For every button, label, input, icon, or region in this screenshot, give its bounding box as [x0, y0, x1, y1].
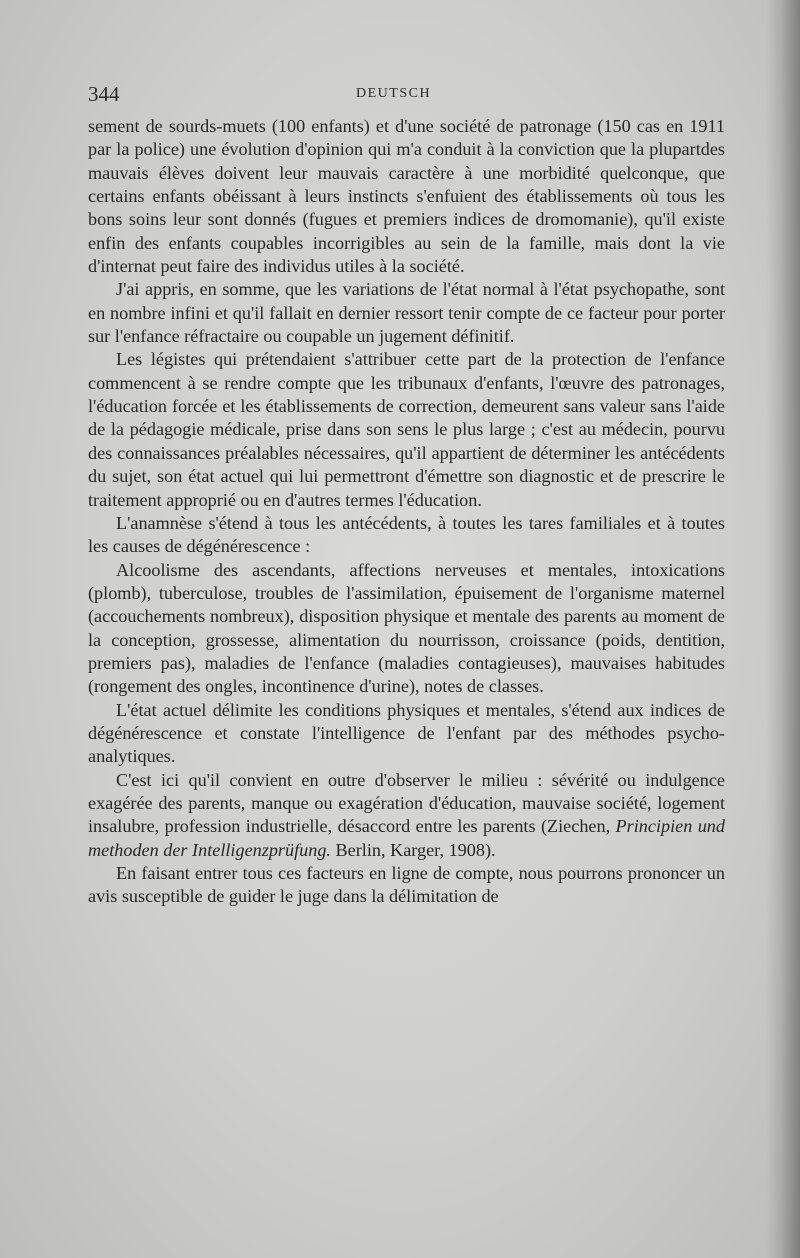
body-text: [88, 115, 725, 909]
page-edge-shadow: [766, 0, 800, 1258]
paragraph-7-text-after: Berlin, Karger, 1908).: [330, 839, 496, 860]
paragraph-3: Les légistes qui prétendaient s'attribuer cette part de la protection de l'enfance commencent à se rendre compte que les tribunaux d'enfants, l'œuvre des patronages, l'éducation forcée et les établissements de correction, demeurent sans valeur sans l'aide de la pédagogie médicale, prise dans son sens le plus large ; c'est au médecin, pourvu des connaissances préalables nécessaires, qu'il appartient de déterminer les antécédents du sujet, son état actuel qui lui permettront d'émettre son diagnostic et de prescrire le traitement approprié ou en d'autres termes l'éducation.: [88, 349, 725, 510]
paragraph-4: L'anamnèse s'étend à tous les antécédents, à toutes les tares familiales et à toutes les causes de dégénérescence :: [88, 512, 725, 557]
citation-title: Principien und methoden der Intelligenzprüfung.: [88, 816, 725, 860]
page-number: 344: [88, 82, 120, 106]
paragraph-6: L'état actuel délimite les conditions physiques et mentales, s'étend aux indices de dégénérescence et constate l'intelligence de l'enfant par des méthodes psycho-analytiques.: [88, 699, 725, 767]
paragraph-5: Alcoolisme des ascendants, affections nerveuses et mentales, intoxications (plomb), tuberculose, troubles de l'assimilation, épuisement de l'organisme maternel (accouchements nombreux), disposition physique et mentale des parents au moment de la conception, grossesse, alimentation du nourrisson, croissance (poids, dentition, premiers pas), maladies de l'enfance (maladies contagieuses), mauvaises habitudes (rongement des ongles, incontinence d'urine), notes de classes.: [88, 559, 725, 697]
paragraph-1: sement de sourds-muets (100 enfants) et d'une société de patronage (150 cas en 1911 par la police) une évolution d'opinion qui m'a conduit à la conviction que la plupartdes mauvais élèves doivent leur mauvais caractère à une morbidité quelconque, que certains enfants obéissant à leurs instincts s'enfuient des établissements où tous les bons soins leur sont donnés (fugues et premiers indices de dromomanie), qu'il existe enfin des enfants coupables incorrigibles au sein de la famille, mais dont la vie d'internat peut faire des individus utiles à la société.: [88, 116, 725, 277]
running-head: DEUTSCH: [356, 86, 432, 101]
paragraph-7-text-before: C'est ici qu'il convient en outre d'observer le milieu : sévérité ou indulgence exagérée des parents, manque ou exagération d'éducation, mauvaise société, logement insalubre, profession industrielle, désaccord entre les parents (Ziechen,: [88, 769, 725, 837]
page-header: [88, 82, 728, 104]
paragraph-2: J'ai appris, en somme, que les variations de l'état normal à l'état psychopathe, sont en nombre infini et qu'il fallait en dernier ressort tenir compte de ce facteur pour porter sur l'enfance réfractaire ou coupable un jugement définitif.: [88, 279, 725, 347]
paragraph-7: [88, 769, 725, 862]
paragraph-8: En faisant entrer tous ces facteurs en ligne de compte, nous pourrons prononcer un avis susceptible de guider le juge dans la délimitation de: [88, 863, 725, 907]
